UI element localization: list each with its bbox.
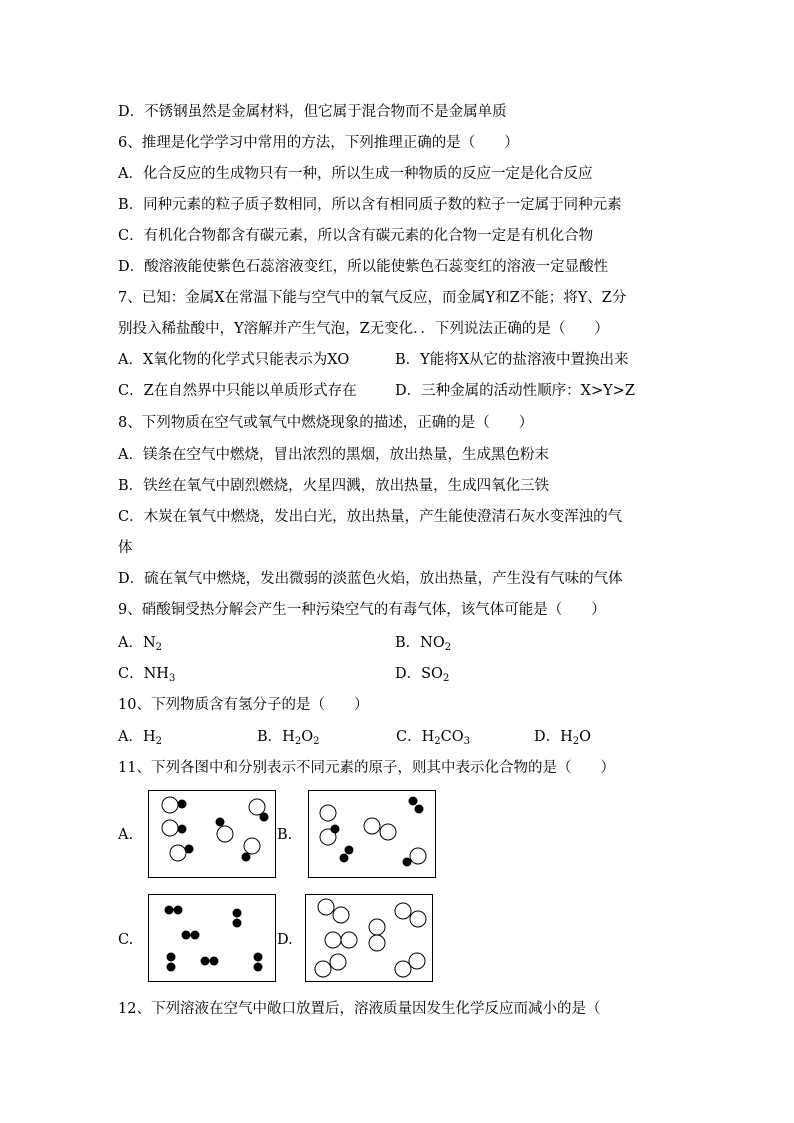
q11-stem: 11、下列各图中和分别表示不同元素的原子，则其中表示化合物的是（ ） bbox=[118, 760, 615, 776]
q8-option-c-line1: C．木炭在氧气中燃烧，发出白光，放出热量，产生能使澄清石灰水变浑浊的气 bbox=[118, 509, 623, 525]
q11-diagram-d bbox=[305, 894, 433, 982]
q12-stem: 12、下列溶液在空气中敞口放置后，溶液质量因发生化学反应而减小的是（ bbox=[118, 1001, 601, 1017]
q9-option-c: C．$NH_3$ bbox=[118, 666, 176, 684]
q8-option-a: A．镁条在空气中燃烧，冒出浓烈的黑烟，放出热量，生成黑色粉末 bbox=[118, 447, 549, 463]
q10-stem: 10、下列物质含有氢分子的是（ ） bbox=[118, 697, 369, 713]
q11-diagram-a bbox=[148, 790, 276, 878]
diagram-a-atoms bbox=[149, 791, 275, 877]
q10-option-d: D．$H_2O$ bbox=[534, 729, 592, 747]
q9-stem: 9、硝酸铜受热分解会产生一种污染空气的有毒气体，该气体可能是（ ） bbox=[118, 602, 606, 618]
q5-option-d: D．不锈钢虽然是金属材料，但它属于混合物而不是金属单质 bbox=[118, 104, 507, 120]
q8-option-d: D．硫在氧气中燃烧，发出微弱的淡蓝色火焰，放出热量，产生没有气味的气体 bbox=[118, 571, 623, 587]
q11-diagram-c bbox=[148, 894, 276, 982]
q6-option-a: A．化合反应的生成物只有一种，所以生成一种物质的反应一定是化合反应 bbox=[118, 166, 593, 182]
q11-label-c: C. bbox=[118, 932, 134, 948]
q7-option-c: C．Z在自然界中只能以单质形式存在 bbox=[118, 383, 357, 399]
q6-option-b: B．同种元素的粒子质子数相同，所以含有相同质子数的粒子一定属于同种元素 bbox=[118, 197, 622, 213]
q8-option-b: B．铁丝在氧气中剧烈燃烧，火星四溅，放出热量，生成四氧化三铁 bbox=[118, 478, 550, 494]
q7-option-a: A．X氧化物的化学式只能表示为XO bbox=[118, 352, 350, 368]
q11-label-b: B. bbox=[277, 827, 293, 843]
q10-option-b: B．$H_2O_2$ bbox=[257, 729, 320, 747]
q11-diagram-b bbox=[308, 790, 436, 878]
q8-stem: 8、下列物质在空气或氧气中燃烧现象的描述，正确的是（ ） bbox=[118, 415, 534, 431]
diagram-d-molecules bbox=[306, 895, 432, 981]
q9-option-d: D．$SO_2$ bbox=[395, 666, 450, 684]
q9-option-b: B．$NO_2$ bbox=[395, 635, 452, 653]
q7-option-b: B．Y能将X从它的盐溶液中置换出来 bbox=[395, 352, 629, 368]
diagram-c-molecules bbox=[149, 895, 275, 981]
q9-option-a: A．$N_2$ bbox=[118, 635, 163, 653]
q7-option-d: D．三种金属的活动性顺序：X>Y>Z bbox=[395, 383, 635, 399]
q6-option-c: C．有机化合物都含有碳元素，所以含有碳元素的化合物一定是有机化合物 bbox=[118, 228, 594, 244]
q11-label-a: A. bbox=[118, 827, 134, 843]
q6-option-d: D．酸溶液能使紫色石蕊溶液变红，所以能使紫色石蕊变红的溶液一定显酸性 bbox=[118, 259, 609, 275]
q10-option-a: A．$H_2$ bbox=[118, 729, 162, 747]
q10-option-c: C．$H_2CO_3$ bbox=[396, 729, 470, 747]
q7-stem-line2: 别投入稀盐酸中，Y溶解并产生气泡，Z无变化．．下列说法正确的是（ ） bbox=[118, 321, 609, 337]
diagram-b-atoms bbox=[309, 791, 435, 877]
q11-label-d: D. bbox=[277, 932, 293, 948]
q6-stem: 6、推理是化学学习中常用的方法，下列推理正确的是（ ） bbox=[118, 135, 519, 151]
q7-stem-line1: 7、已知：金属X在常温下能与空气中的氧气反应，而金属Y和Z不能；将Y、Z分 bbox=[118, 290, 627, 306]
q8-option-c-line2: 体 bbox=[118, 540, 133, 556]
